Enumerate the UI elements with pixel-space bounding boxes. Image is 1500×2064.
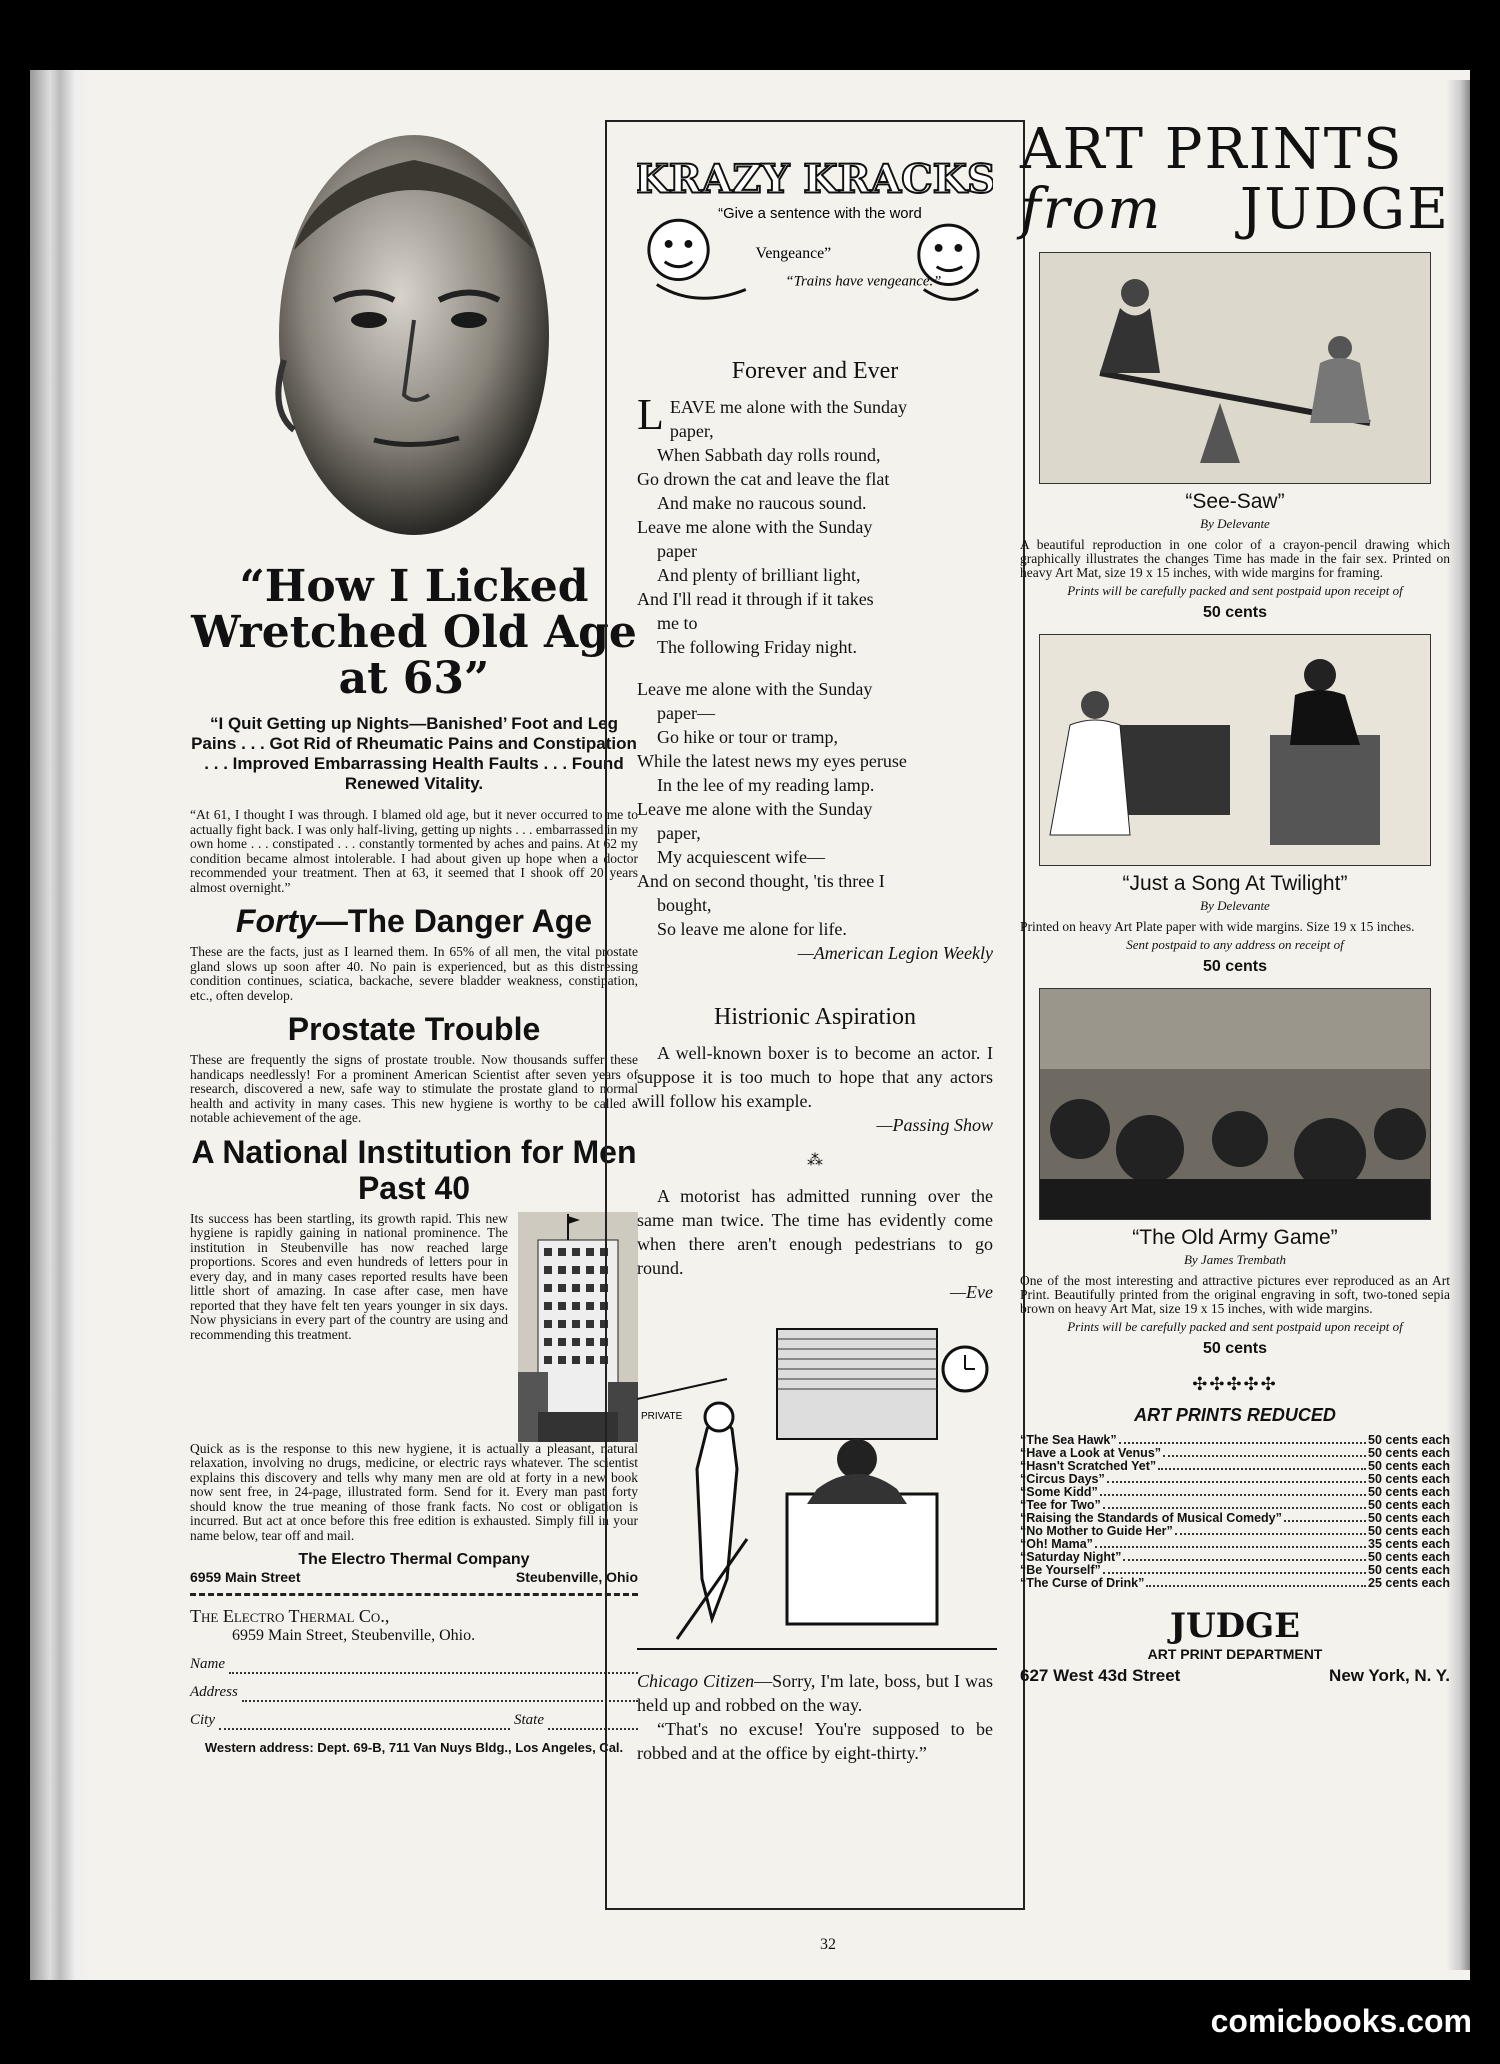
humor-column (605, 120, 1025, 1910)
print-note: Sent postpaid to any address on receipt of (1126, 937, 1344, 952)
coupon-street: 6959 Main Street, Steubenville, Ohio. (232, 1627, 476, 1644)
print-price: 50 cents (1202, 604, 1268, 621)
address-label: Address (190, 1684, 238, 1700)
name-label: Name (190, 1656, 225, 1672)
krazy-answer: “Trains have vengeance.” (785, 273, 942, 290)
danger-age-heading: Forty—The Danger Age (235, 903, 593, 939)
print-title: “Just a Song At Twilight” (1122, 872, 1348, 895)
price-list (1020, 1434, 1450, 1590)
address-field[interactable] (242, 1682, 638, 1702)
judge-logo: JUDGE (1169, 1606, 1301, 1646)
print-description: Printed on heavy Art Plate paper with wide margins. Size 19 x 15 inches. (1020, 919, 1415, 934)
state-label: State (514, 1712, 544, 1728)
poem-line: bought, (657, 895, 712, 915)
poem-line: The following Friday night. (657, 637, 857, 657)
coupon-company: The Electro Thermal Co., (190, 1606, 390, 1626)
poem-line: And I'll read it through if it takes (637, 589, 874, 609)
poem-line: paper (657, 541, 697, 561)
price-list-item: “Tee for Two” 50 cents each (1020, 1498, 1450, 1512)
judge-city: New York, N. Y. (1329, 1666, 1450, 1685)
art-prints-ad (1020, 117, 1450, 1686)
poem-stanza-1 (637, 390, 993, 659)
poem-line: paper— (657, 703, 715, 723)
poem-line: While the latest news my eyes peruse (637, 751, 907, 771)
reduced-title: ART PRINTS REDUCED (1134, 1405, 1336, 1425)
print-artist: By Delevante (1200, 516, 1270, 531)
drop-cap: L (637, 390, 664, 439)
print-title: “The Old Army Game” (1132, 1226, 1338, 1249)
price-list-item: “The Curse of Drink” 25 cents each (1020, 1576, 1450, 1590)
art-print-3 (1020, 988, 1450, 1358)
art-print-1 (1020, 252, 1450, 622)
poem-line: Leave me alone with the Sunday (637, 799, 873, 819)
price-list-item: “Have a Look at Venus” 50 cents each (1020, 1446, 1450, 1460)
company-city: Steubenville, Ohio (515, 1569, 638, 1585)
price-list-item: “Saturday Night” 50 cents each (1020, 1550, 1450, 1564)
print-image (1039, 252, 1431, 484)
watermark: comicbooks.com (1210, 2003, 1472, 2039)
section-stars: ⁂ (807, 1152, 823, 1169)
poem-line: EAVE me alone with the Sunday (669, 397, 908, 417)
national-text-b: Quick as is the response to this new hygiene, it is actually a pleasant, natural relaxation, involving no drugs, medicine, or electric rays whatever. The scientist explains this discovery and tells why many men are old at forty in a new book now sent free, in 24-page, illustrated form. Send for it. Every man past forty should know the true meaning of those frank facts. No cost or obligation is incurred. But act at once before this free edition is exhausted. Simply fill in your name below, tear off and mail. (190, 1440, 638, 1543)
electro-thermal-ad (190, 130, 638, 1756)
national-text: Its success has been startling, its growth rapid. This new hygiene is rapidly gaining in national prominence. The institution in Steubenville has now reached large proportions. Scores and even hundreds of letters pour in every day, and in many cases reported results have been little short of amazing. In case after case, men have reported that they have felt ten years younger in six days. Now physicians in every part of the country are using and recommending this treatment. (190, 1210, 508, 1342)
prostate-text: These are frequently the signs of prostate trouble. Now thousands suffer these handicaps needlessly! For a prominent American Scientist after seven years of research, discovered a new, safe way to stimulate the prostate gland to normal health and activity in many cases. This new hygiene is worthy to be called a notable achievement of the age. (190, 1052, 638, 1125)
price-list-item: “Hasn't Scratched Yet” 50 cents each (1020, 1459, 1450, 1473)
poem-line: Leave me alone with the Sunday (637, 679, 873, 699)
krazy-word: Vengeance” (755, 244, 832, 262)
poem-line: Go drown the cat and leave the flat (637, 469, 890, 489)
coupon (190, 1606, 638, 1730)
cartoon-caption-a: Chicago Citizen—Sorry, I'm late, boss, but I was held up and robbed on the way. (637, 1671, 994, 1715)
print-title: “See-Saw” (1185, 490, 1285, 513)
national-heading: A National Institution for Men Past 40 (191, 1133, 637, 1206)
print-note: Prints will be carefully packed and sent postpaid upon receipt of (1067, 583, 1403, 598)
ornament-divider: ✣✣✣✣✣ (1192, 1374, 1278, 1394)
danger-age-text: These are the facts, just as I learned them. In 65% of all men, the vital prostate gland slows up soon after 40. No pain is experienced, but as this distressing condition continues, sciatica, backache, severe bladder weakness, constipation, etc., often develop. (190, 944, 638, 1003)
company-name: The Electro Thermal Company (298, 1551, 530, 1568)
city-field[interactable] (219, 1710, 510, 1730)
krazy-instruction: “Give a sentence with the word (718, 206, 922, 223)
price-list-item: “No Mother to Guide Her” 50 cents each (1020, 1524, 1450, 1538)
print-image (1039, 634, 1431, 866)
krazy-title: KRAZY KRACKS (637, 156, 993, 203)
price-list-item: “Circus Days” 50 cents each (1020, 1472, 1450, 1486)
headline: “How I Licked Wretched Old Age at 63” (191, 561, 637, 704)
price-list-item: “Be Yourself” 50 cents each (1020, 1563, 1450, 1577)
price-list-item: “Raising the Standards of Musical Comedy” 50 cents each (1020, 1511, 1450, 1525)
poem-line: And plenty of brilliant light, (657, 565, 861, 585)
poem-line: And on second thought, 'tis three I (637, 871, 885, 891)
poem-line: paper, (657, 823, 701, 843)
print-image (1039, 988, 1431, 1220)
poem-line: Leave me alone with the Sunday (637, 517, 873, 537)
poem-title: Forever and Ever (731, 358, 899, 384)
judge-street: 627 West 43d Street (1020, 1666, 1181, 1685)
testimonial: “At 61, I thought I was through. I blamed old age, but it never occurred to me to actually fight back. I was only half-living, getting up nights . . . embarrassed in my own home . . . constipated . . . constantly tormented by aches and pains. At 62 my condition became almost intolerable. I had about given up hope when a doctor recommended your treatment. Then at 63, it seemed that I shook off 20 years almost overnight.” (190, 807, 638, 895)
poem-line: Go hike or tour or tramp, (657, 727, 838, 747)
poem-line: In the lee of my reading lamp. (657, 775, 875, 795)
print-note: Prints will be carefully packed and sent postpaid upon receipt of (1067, 1319, 1403, 1334)
motorist-source: —Eve (950, 1282, 993, 1302)
name-field[interactable] (229, 1654, 638, 1674)
poem-source: —American Legion Weekly (797, 943, 993, 963)
city-label: City (190, 1712, 215, 1728)
poem-line: My acquiescent wife— (657, 847, 825, 867)
price-list-item: “Some Kidd” 50 cents each (1020, 1485, 1450, 1499)
tear-line (190, 1593, 638, 1596)
poem-stanza-2 (637, 677, 993, 941)
cartoon-sign: PRIVATE (641, 1411, 683, 1422)
poem-line: When Sabbath day rolls round, (657, 445, 881, 465)
motorist-text: A motorist has admitted running over the same man twice. The time has evidently come when there aren't enough pedestrians to go round. (637, 1186, 993, 1278)
print-description: One of the most interesting and attractive pictures ever reproduced as an Art Print. Beautifully printed from the original engraving in soft, two-toned sepia brown on heavy Art Mat, size 19 x 15 inches, with wide margins. (1020, 1273, 1450, 1316)
cartoon-caption-b: “That's no excuse! You're supposed to be robbed and at the office by eight-thirty.” (637, 1719, 993, 1763)
print-price: 50 cents (1202, 1340, 1268, 1357)
price-list-item: “Oh! Mama” 35 cents each (1020, 1537, 1450, 1551)
page-number: 32 (820, 1936, 836, 1953)
department: ART PRINT DEPARTMENT (1147, 1646, 1323, 1662)
company-street: 6959 Main Street (190, 1569, 301, 1585)
print-price: 50 cents (1202, 958, 1268, 975)
art-print-2 (1020, 634, 1450, 976)
poem-line: And make no raucous sound. (657, 493, 867, 513)
prostate-heading: Prostate Trouble (287, 1011, 541, 1047)
price-list-item: “The Sea Hawk” 50 cents each (1020, 1433, 1450, 1447)
histrionic-source: —Passing Show (876, 1115, 993, 1135)
print-artist: By James Trembath (1183, 1252, 1287, 1267)
western-address: Western address: Dept. 69-B, 711 Van Nuys Bldg., Los Angeles, Cal. (204, 1740, 624, 1755)
histrionic-title: Histrionic Aspiration (714, 1004, 916, 1030)
art-prints-title: ART PRINTS from JUDGE (1020, 117, 1450, 242)
office-cartoon (637, 1319, 997, 1659)
print-artist: By Delevante (1200, 898, 1270, 913)
poem-line: paper, (669, 421, 714, 441)
poem-line: So leave me alone for life. (657, 919, 847, 939)
histrionic-text: A well-known boxer is to become an actor. I suppose it is too much to hope that any actors will follow his example. (637, 1043, 993, 1111)
poem-line: me to (657, 613, 698, 633)
print-description: A beautiful reproduction in one color of a crayon-pencil drawing which graphically illustrates the changes Time has made in the fair sex. Printed on heavy Art Mat, size 19 x 15 inches, with wide margins for framing. (1020, 537, 1450, 580)
krazy-kracks-panel (637, 140, 993, 340)
subheadline: “I Quit Getting up Nights—Banished’ Foot and Leg Pains . . . Got Rid of Rheumatic Pains and Constipation . . . Improved Embarrassing Health Faults . . . Found Renewed Vitality. (191, 714, 637, 793)
man-portrait (264, 130, 564, 550)
